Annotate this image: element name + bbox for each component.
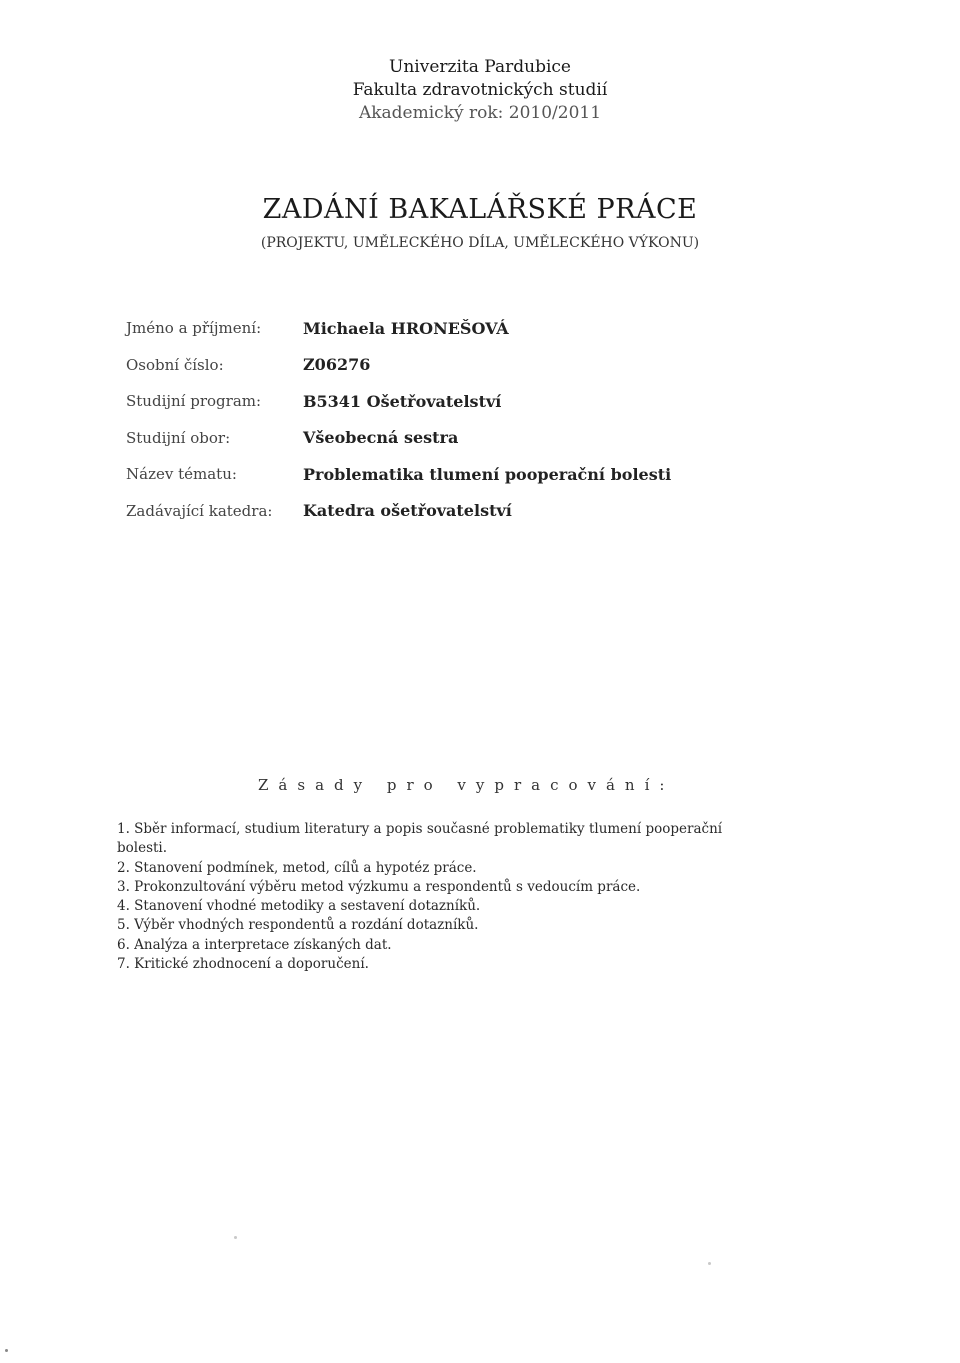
field-value: Problematika tlumení pooperační bolesti — [303, 464, 672, 484]
faculty-name: Fakulta zdravotnických studií — [352, 80, 608, 100]
field-value: Michaela HRONEŠOVÁ — [303, 318, 509, 338]
document-header — [0, 56, 960, 125]
field-label: Studijní program: — [126, 392, 262, 411]
academic-year: Akademický rok: 2010/2011 — [358, 103, 602, 123]
scan-speck — [708, 1262, 711, 1265]
field-row-study-program — [126, 383, 886, 420]
principle-line: 5. Výběr vhodných respondentů a rozdání dotazníků. — [117, 917, 479, 934]
field-value: Všeobecná sestra — [303, 428, 459, 448]
field-row-department — [126, 493, 886, 530]
field-row-topic — [126, 456, 886, 493]
principle-line: 7. Kritické zhodnocení a doporučení. — [117, 956, 369, 973]
field-label: Studijní obor: — [126, 428, 231, 447]
document-title: ZADÁNÍ BAKALÁŘSKÉ PRÁCE — [262, 194, 698, 225]
principles-list — [117, 820, 857, 974]
field-row-personal-number — [126, 347, 886, 384]
field-label: Osobní číslo: — [126, 355, 224, 374]
university-name: Univerzita Pardubice — [389, 57, 571, 77]
scan-speck — [5, 1349, 8, 1352]
document-subtitle: (PROJEKTU, UMĚLECKÉHO DÍLA, UMĚLECKÉHO VÝKONU) — [260, 235, 700, 251]
field-value: Z06276 — [303, 355, 371, 375]
field-value: Katedra ošetřovatelství — [303, 501, 512, 521]
field-label: Zadávající katedra: — [126, 501, 273, 520]
principle-line: 3. Prokonzultování výběru metod výzkumu a respondentů s vedoucím práce. — [117, 878, 641, 895]
principles-heading: Zásady pro vypracování: — [258, 776, 675, 794]
scan-speck — [234, 1236, 237, 1239]
field-label: Název tématu: — [126, 465, 237, 484]
field-row-study-field — [126, 420, 886, 457]
principle-line: 2. Stanovení podmínek, metod, cílů a hypotéz práce. — [117, 859, 477, 876]
field-value: B5341 Ošetřovatelství — [303, 391, 502, 411]
field-row-name — [126, 310, 886, 347]
principle-line: 6. Analýza a interpretace získaných dat. — [117, 936, 392, 953]
principle-line: bolesti. — [117, 840, 168, 857]
principle-line: 1. Sběr informací, studium literatury a popis současné problematiky tlumení pooperační — [117, 821, 723, 837]
student-info-table — [126, 310, 886, 529]
principle-line: 4. Stanovení vhodné metodiky a sestavení dotazníků. — [117, 898, 481, 915]
field-label: Jméno a příjmení: — [126, 319, 262, 338]
